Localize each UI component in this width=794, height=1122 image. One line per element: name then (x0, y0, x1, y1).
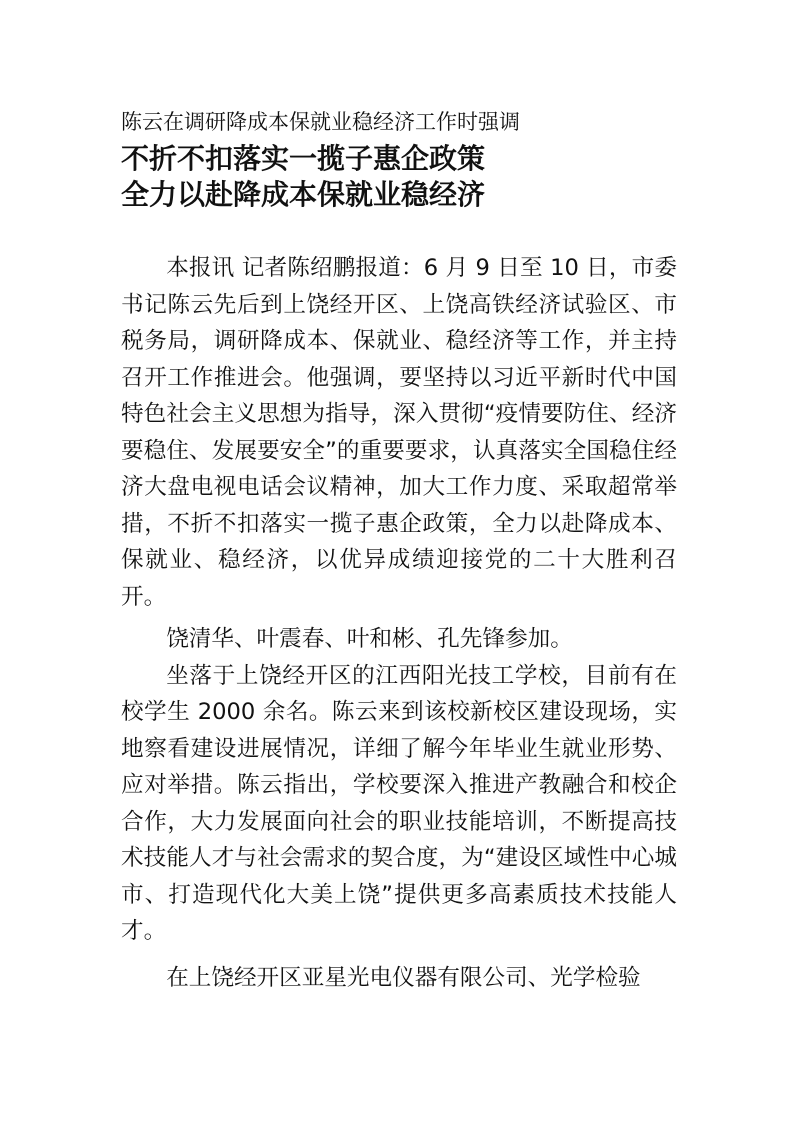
paragraph-school-visit: 坐落于上饶经开区的江西阳光技工学校，目前有在校学生 2000 余名。陈云来到该校新校区建设现场，实地察看建设进展情况，详细了解今年毕业生就业形势、应对举措。陈云指出，学校要深入推进产教融合和校企合作，大力发展面向社会的职业技能培训，不断提高技术技能人才与社会需求的契合度，为“建设区域性中心城市、打造现代化大美上饶”提供更多高素质技术技能人才。 (121, 662, 677, 944)
headline-line-2: 全力以赴降成本保就业稳经济 (121, 178, 486, 211)
article-body (121, 250, 677, 996)
paragraph-attendees: 饶清华、叶震春、叶和彬、孔先锋参加。 (166, 626, 573, 652)
article-kicker: 陈云在调研降成本保就业稳经济工作时强调 (121, 110, 520, 134)
paragraph-company-visit: 在上饶经开区亚星光电仪器有限公司、光学检验 (166, 964, 641, 991)
paragraph-lead: 本报讯 记者陈绍鹏报道：6 月 9 日至 10 日，市委书记陈云先后到上饶经开区、上饶高铁经济试验区、市税务局，调研降成本、保就业、稳经济等工作，并主持召开工作推进会。他强调，要坚持以习近平新时代中国特色社会主义思想为指导，深入贯彻“疫情要防住、经济要稳住、发展要安全”的重要要求，认真落实全国稳住经济大盘电视电话会议精神，加大工作力度、采取超常举措，不折不扣落实一揽子惠企政策，全力以赴降成本、保就业、稳经济，以优异成绩迎接党的二十大胜利召开。 (121, 255, 677, 610)
headline-line-1: 不折不扣落实一揽子惠企政策 (121, 142, 486, 175)
